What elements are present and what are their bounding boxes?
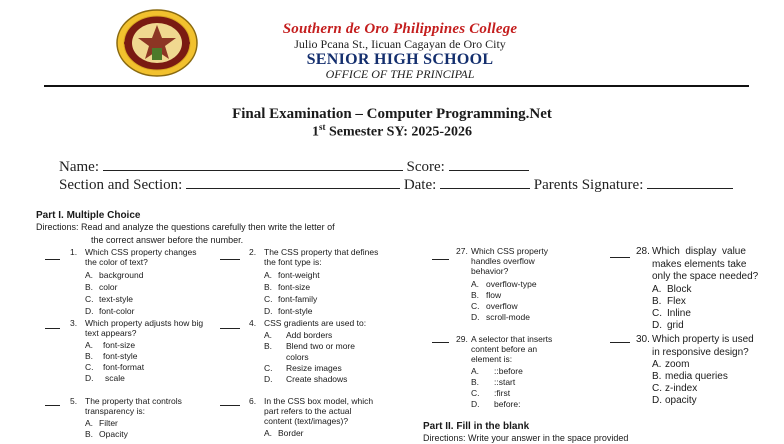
name-field[interactable] (59, 156, 529, 176)
part2-title: Part II. Fill in the blank (423, 421, 530, 432)
question-30: 30. Which property is used in responsive design? A. zoom B. media queries C. z-index D. opacity (636, 334, 754, 406)
question-4: 4. CSS gradients are used to: A. Add borders B. Blend two or more colors C. Resize images D. Create shadows (249, 318, 367, 384)
header-divider (44, 85, 749, 87)
question-28: 28. Which display value makes elements take only the space needed? A. Block B. Flex C. Inline D. grid (636, 246, 759, 331)
name-blank[interactable] (103, 156, 403, 171)
parents-signature-blank[interactable] (647, 174, 733, 189)
score-blank[interactable] (449, 156, 529, 171)
school-department: SENIOR HIGH SCHOOL (306, 51, 494, 68)
answer-line-2[interactable] (220, 259, 240, 260)
answer-line-6[interactable] (220, 405, 240, 406)
section-label: Section and Section: (59, 177, 183, 193)
answer-line-30[interactable] (610, 342, 630, 343)
section-field[interactable] (59, 174, 733, 194)
part2-directions: Directions: Write your answer in the space provided (423, 433, 629, 443)
answer-line-27[interactable] (432, 259, 449, 260)
question-3: 3. Which property adjusts how big text appears? A. font-size B. font-style C. font-format D. scale (70, 318, 204, 383)
exam-semester: 1st Semester SY: 2025-2026 (311, 122, 473, 140)
answer-line-28[interactable] (610, 257, 630, 258)
college-address: Julio Pcana St., Iicuan Cagayan de Oro City (294, 37, 506, 51)
answer-line-1[interactable] (45, 259, 60, 260)
question-29: 29. A selector that inserts content before an element is: A. ::before B. ::start C. :first D. before: (456, 334, 553, 409)
part1-title: Part I. Multiple Choice (36, 210, 141, 221)
answer-line-4[interactable] (220, 328, 240, 329)
school-seal-logo (114, 8, 200, 78)
answer-line-5[interactable] (45, 405, 60, 406)
answer-line-29[interactable] (432, 342, 449, 343)
question-1: 1. Which CSS property changes the color of text? A. background B. color C. text-style D. font-color (70, 247, 197, 316)
part1-directions: Directions: Read and analyze the questions carefully then write the letter of (36, 222, 335, 232)
answer-line-3[interactable] (45, 328, 60, 329)
exam-title: Final Examination – Computer Programming.Net (232, 106, 552, 122)
date-blank[interactable] (440, 174, 530, 189)
section-blank[interactable] (186, 174, 400, 189)
question-27: 27. Which CSS property handles overflow behavior? A. overflow-type B. flow C. overflow D. scroll-mode (456, 246, 548, 322)
question-2: 2. The CSS property that defines the font type is: A. font-weight B. font-size C. font-family D. font-style (249, 247, 379, 316)
parents-signature-label: Parents Signature: (533, 177, 644, 193)
question-6: 6. In the CSS box model, which part refers to the actual content (text/images)? A. Border (249, 396, 374, 438)
date-label: Date: (403, 177, 437, 193)
part1-directions-cont: the correct answer before the number. (91, 235, 244, 245)
college-name: Southern de Oro Philippines College (282, 21, 518, 37)
question-5: 5. The property that controls transparency is: A. Filter B. Opacity (70, 396, 182, 439)
name-label: Name: (59, 159, 99, 175)
office-label: OFFICE OF THE PRINCIPAL (325, 67, 475, 81)
score-label: Score: (406, 159, 445, 175)
